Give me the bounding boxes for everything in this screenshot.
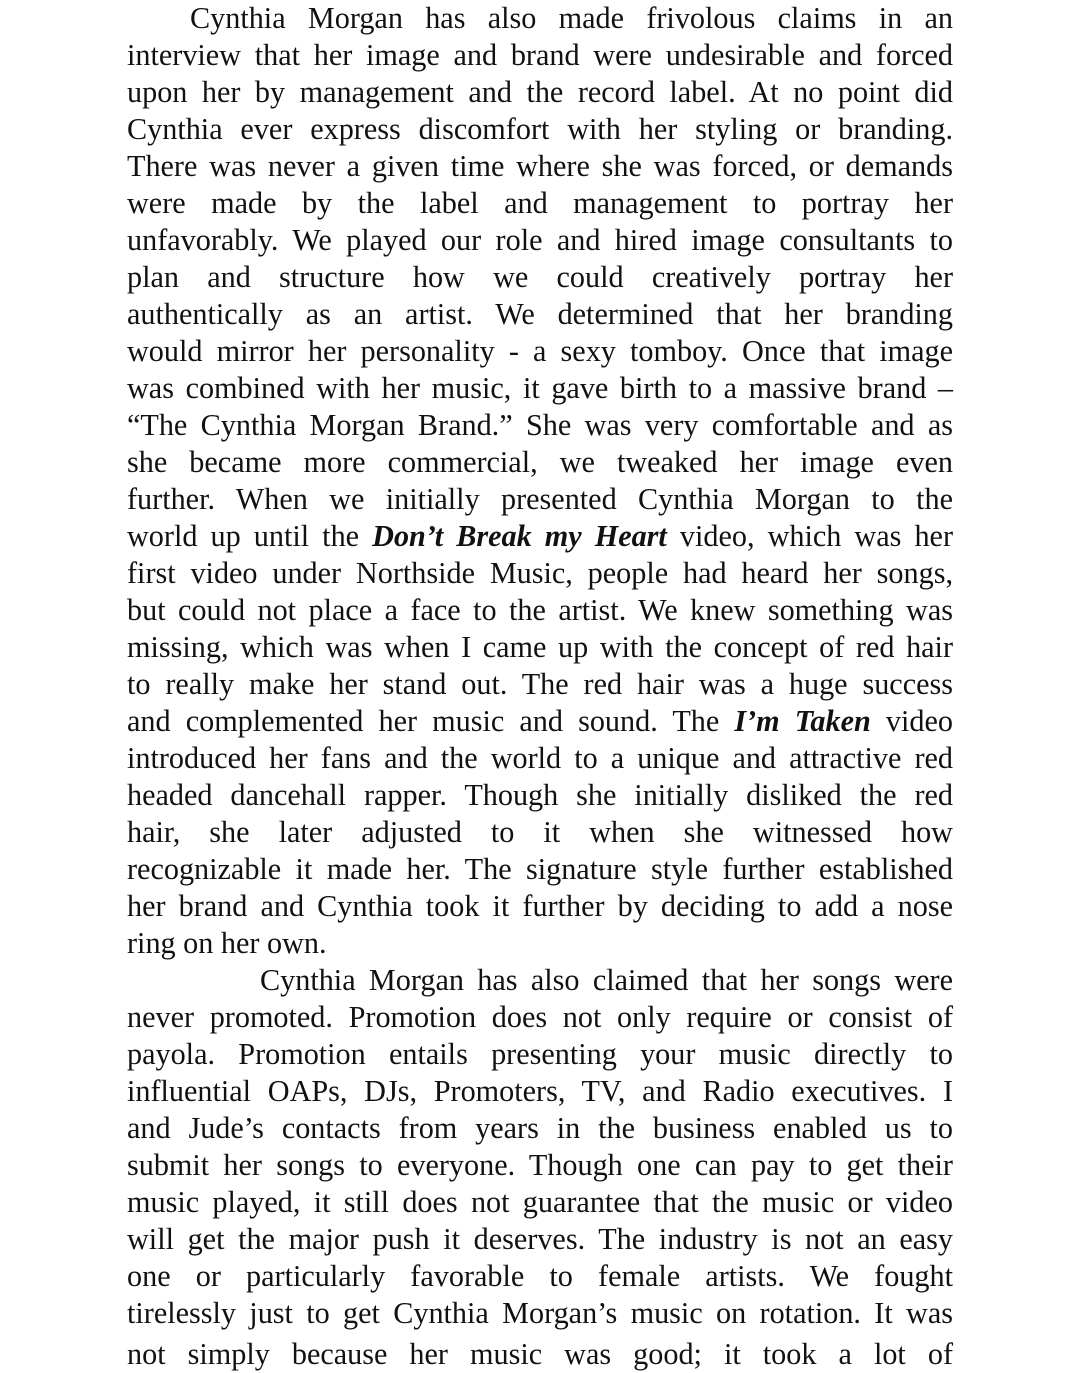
text-line: recognizable it made her. The signature style further established xyxy=(127,852,953,886)
text-line: will get the major push it deserves. The industry is not an easy xyxy=(127,1222,953,1256)
song-title-dont-break-my-heart: Don’t Break my Heart xyxy=(372,519,667,553)
text-line: Cynthia Morgan has also made frivolous claims in an xyxy=(190,1,953,35)
text-line: “The Cynthia Morgan Brand.” She was very comfortable and as xyxy=(127,408,953,442)
text-line: influential OAPs, DJs, Promoters, TV, and Radio executives. I xyxy=(127,1074,953,1108)
text-line: headed dancehall rapper. Though she initially disliked the red xyxy=(127,778,953,812)
text-line: unfavorably. We played our role and hired image consultants to xyxy=(127,223,953,257)
text-line: first video under Northside Music, people had heard her songs, xyxy=(127,556,953,590)
text-line: to really make her stand out. The red hair was a huge success xyxy=(127,667,953,701)
text-line: would mirror her personality - a sexy tomboy. Once that image xyxy=(127,334,953,368)
text-line: one or particularly favorable to female artists. We fought xyxy=(127,1259,953,1293)
text-line: payola. Promotion entails presenting your music directly to xyxy=(127,1037,953,1071)
text-line: upon her by management and the record label. At no point did xyxy=(127,75,953,109)
paragraph-2 xyxy=(127,962,953,1332)
text-line: her brand and Cynthia took it further by deciding to add a nose xyxy=(127,889,953,923)
text-line: interview that her image and brand were undesirable and forced xyxy=(127,38,953,72)
cutoff-text-line xyxy=(127,1336,953,1371)
text-line: introduced her fans and the world to a unique and attractive red xyxy=(127,741,953,775)
text-run: world up until the xyxy=(127,519,373,553)
text-run: video, which was her xyxy=(666,519,953,553)
text-line: tirelessly just to get Cynthia Morgan’s music on rotation. It was xyxy=(127,1296,953,1330)
text-line: ring on her own. xyxy=(127,926,327,960)
text-line: were made by the label and management to portray her xyxy=(127,186,953,220)
text-run: video xyxy=(870,704,953,738)
song-title-im-taken: I’m Taken xyxy=(734,704,871,738)
text-line: further. When we initially presented Cynthia Morgan to the xyxy=(127,482,953,516)
text-line: submit her songs to everyone. Though one can pay to get their xyxy=(127,1148,953,1182)
text-run: and complemented her music and sound. The xyxy=(127,704,735,738)
text-line: authentically as an artist. We determined that her branding xyxy=(127,297,953,331)
text-line: but could not place a face to the artist. We knew something was xyxy=(127,593,953,627)
text-line: was combined with her music, it gave birth to a massive brand – xyxy=(127,371,953,405)
text-line: she became more commercial, we tweaked her image even xyxy=(127,445,953,479)
text-line: Cynthia Morgan has also claimed that her songs were xyxy=(260,963,953,997)
text-line: Cynthia ever express discomfort with her styling or branding. xyxy=(127,112,953,146)
text-line xyxy=(127,703,953,740)
text-line: hair, she later adjusted to it when she witnessed how xyxy=(127,815,953,849)
text-line: music played, it still does not guarantee that the music or video xyxy=(127,1185,953,1219)
text-line: not simply because her music was good; it took a lot of xyxy=(127,1337,953,1371)
text-line: plan and structure how we could creatively portray her xyxy=(127,260,953,294)
text-line xyxy=(127,518,953,555)
text-line: and Jude’s contacts from years in the business enabled us to xyxy=(127,1111,953,1145)
text-line: never promoted. Promotion does not only require or consist of xyxy=(127,1000,953,1034)
text-line: missing, which was when I came up with the concept of red hair xyxy=(127,630,953,664)
document-page xyxy=(127,0,953,1332)
text-line: There was never a given time where she was forced, or demands xyxy=(127,149,953,183)
paragraph-1 xyxy=(127,0,953,962)
